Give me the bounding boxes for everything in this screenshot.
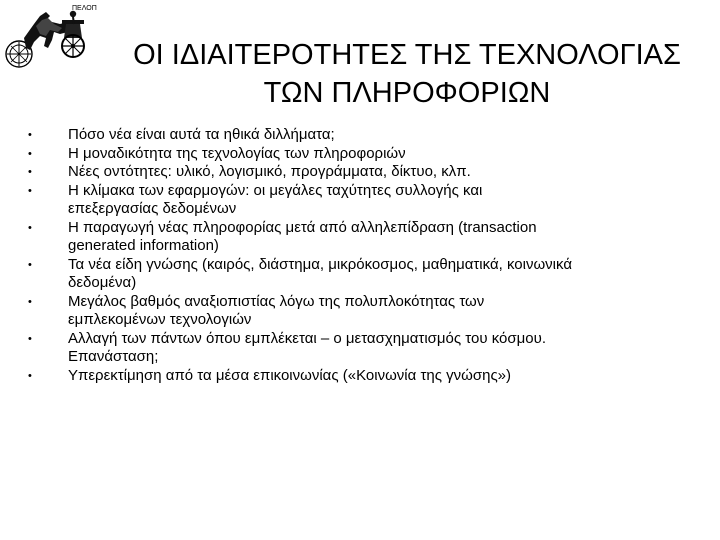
bullet-text: Η μοναδικότητα της τεχνολογίας των πληροφοριών [68, 144, 406, 162]
bullet-text-continuation: επεξεργασίας δεδομένων [68, 200, 237, 217]
bullet-list [28, 126, 700, 385]
bullet-item [28, 163, 700, 182]
bullet-dot-icon: • [28, 258, 32, 271]
bullet-item [28, 256, 700, 293]
bullet-item [28, 367, 700, 386]
bullet-text: Τα νέα είδη γνώσης (καιρός, διάστημα, μικρόκοσμος, μαθηματικά, κοινωνικά [68, 255, 572, 273]
bullet-item [28, 182, 700, 219]
greek-chariot-seal-icon [2, 2, 106, 70]
bullet-text: Μεγάλος βαθμός αναξιοπιστίας λόγω της πολυπλοκότητας των [68, 292, 485, 310]
slide-title-line-1: ΟΙ ΙΔΙΑΙΤΕΡΟΤΗΤΕΣ ΤΗΣ ΤΕΧΝΟΛΟΓΙΑΣ [133, 39, 681, 71]
bullet-text: Νέες οντότητες: υλικό, λογισμικό, προγράμματα, δίκτυο, κλπ. [68, 163, 471, 180]
bullet-dot-icon: • [28, 147, 32, 160]
bullet-text: Η κλίμακα των εφαρμογών: οι μεγάλες ταχύτητες συλλογής και [68, 181, 483, 199]
bullet-item [28, 219, 700, 256]
logo-lettering: ΠΕΛΟΠ [72, 5, 97, 12]
bullet-text-continuation: δεδομένα) [68, 274, 137, 291]
bullet-text: Υπερεκτίμηση από τα μέσα επικοινωνίας («Κοινωνία της γνώσης») [68, 366, 512, 384]
bullet-dot-icon: • [28, 184, 32, 197]
bullet-text: Η παραγωγή νέας πληροφορίας μετά από αλληλεπίδραση (transaction [68, 218, 537, 236]
bullet-dot-icon: • [28, 166, 32, 178]
bullet-dot-icon: • [28, 295, 32, 308]
slide-title-line-2: ΤΩΝ ΠΛΗΡΟΦΟΡΙΩΝ [263, 77, 551, 109]
bullet-text: Αλλαγή των πάντων όπου εμπλέκεται – ο μετασχηματισμός του κόσμου. [68, 329, 546, 347]
university-logo [2, 2, 106, 70]
bullet-item [28, 293, 700, 330]
bullet-dot-icon: • [28, 221, 32, 234]
bullet-dot-icon: • [28, 129, 32, 141]
bullet-item [28, 145, 700, 164]
bullet-item [28, 126, 700, 145]
bullet-dot-icon: • [28, 369, 32, 382]
bullet-item [28, 330, 700, 367]
bullet-text-continuation: εμπλεκομένων τεχνολογιών [68, 311, 252, 328]
bullet-dot-icon: • [28, 332, 32, 345]
bullet-text-continuation: Επανάσταση; [68, 348, 159, 365]
bullet-text-continuation: generated information) [68, 237, 219, 254]
slide-title [108, 36, 706, 112]
bullet-text: Πόσο νέα είναι αυτά τα ηθικά διλλήματα; [68, 126, 335, 143]
